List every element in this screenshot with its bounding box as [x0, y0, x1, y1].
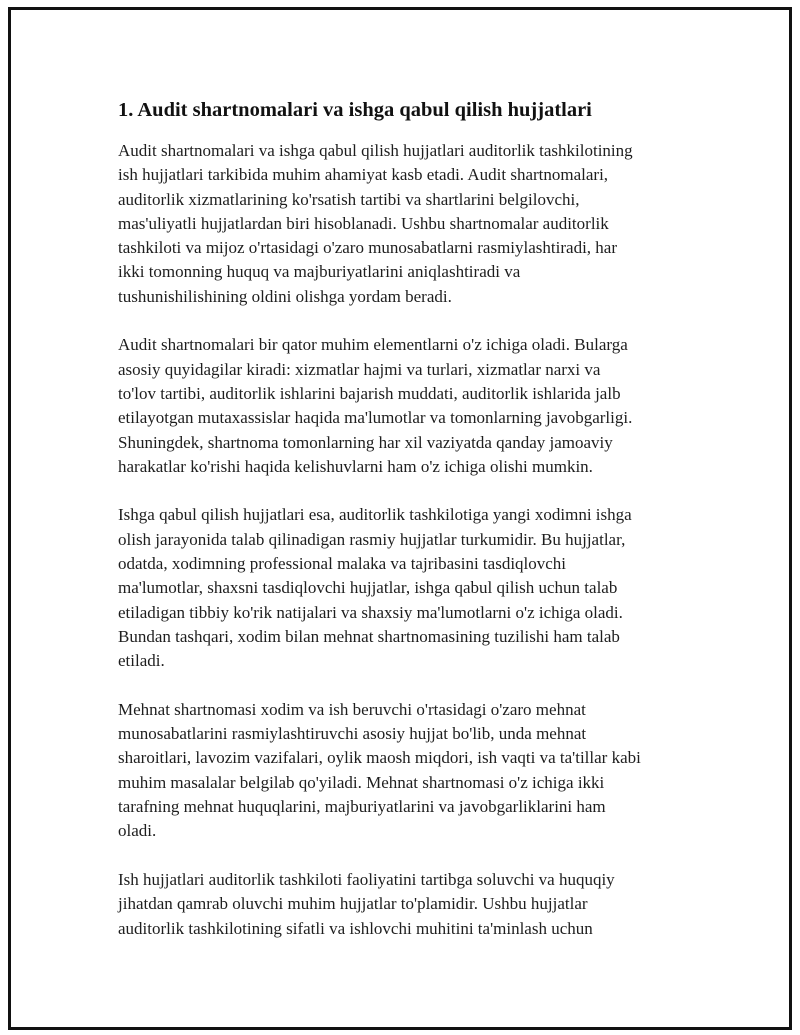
text-line: ish hujjatlari tarkibida muhim ahamiyat kasb etadi. Audit shartnomalari, — [118, 165, 609, 185]
text-line: Bundan tashqari, xodim bilan mehnat shartnomasining tuzilishi ham talab — [118, 626, 620, 646]
text-line: asosiy quyidagilar kiradi: xizmatlar hajmi va turlari, xizmatlar narxi va — [118, 359, 601, 379]
paragraph-1 — [118, 139, 698, 309]
section-heading: 1. Audit shartnomalari va ishga qabul qilish hujjatlari — [118, 99, 592, 121]
text-line: sharoitlari, lavozim vazifalari, oylik maosh miqdori, ish vaqti va ta'tillar kabi — [118, 748, 641, 768]
text-line: ma'lumotlar, shaxsni tasdiqlovchi hujjatlar, ishga qabul qilish uchun talab — [118, 578, 618, 598]
text-line: auditorlik xizmatlarining ko'rsatish tartibi va shartlarini belgilovchi, — [118, 189, 580, 209]
paragraph-3 — [118, 503, 698, 673]
text-line: jihatdan qamrab oluvchi muhim hujjatlar to'plamidir. Ushbu hujjatlar — [118, 894, 588, 914]
paragraph-5 — [118, 868, 698, 941]
text-line: tashkiloti va mijoz o'rtasidagi o'zaro munosabatlarni rasmiylashtiradi, har — [118, 238, 617, 258]
text-line: olish jarayonida talab qilinadigan rasmiy hujjatlar turkumidir. Bu hujjatlar, — [118, 529, 626, 549]
page-frame — [8, 7, 792, 1030]
text-line: to'lov tartibi, auditorlik ishlarini bajarish muddati, auditorlik ishlarida jalb — [118, 383, 621, 403]
text-line: etiladi. — [118, 651, 165, 671]
text-line: munosabatlarini rasmiylashtiruvchi asosiy hujjat bo'lib, unda mehnat — [118, 724, 587, 744]
text-line: tushunishilishining oldini olishga yordam beradi. — [118, 286, 452, 306]
text-line: Ishga qabul qilish hujjatlari esa, auditorlik tashkilotiga yangi xodimni ishga — [118, 505, 632, 525]
text-line: Shuningdek, shartnoma tomonlarning har xil vaziyatda qanday jamoaviy — [118, 432, 613, 452]
document-body — [118, 96, 698, 965]
text-line: Audit shartnomalari bir qator muhim elementlarni o'z ichiga oladi. Bularga — [118, 335, 628, 355]
text-line: oladi. — [118, 821, 157, 841]
text-line: Mehnat shartnomasi xodim va ish beruvchi o'rtasidagi o'zaro mehnat — [118, 699, 586, 719]
paragraph-4 — [118, 698, 698, 844]
text-line: mas'uliyatli hujjatlardan biri hisoblanadi. Ushbu shartnomalar auditorlik — [118, 213, 609, 233]
text-line: auditorlik tashkilotining sifatli va ishlovchi muhitini ta'minlash uchun — [118, 918, 593, 938]
text-line: Ish hujjatlari auditorlik tashkiloti faoliyatini tartibga soluvchi va huquqiy — [118, 869, 615, 889]
text-line: harakatlar ko'rishi haqida kelishuvlarni ham o'z ichiga olishi mumkin. — [118, 456, 593, 476]
paragraph-2 — [118, 333, 698, 479]
text-line: etilayotgan mutaxassislar haqida ma'lumotlar va tomonlarning javobgarligi. — [118, 408, 633, 428]
text-line: etiladigan tibbiy ko'rik natijalari va shaxsiy ma'lumotlarni o'z ichiga oladi. — [118, 602, 623, 622]
text-line: muhim masalalar belgilab qo'yiladi. Mehnat shartnomasi o'z ichiga ikki — [118, 772, 605, 792]
text-line: Audit shartnomalari va ishga qabul qilish hujjatlari auditorlik tashkilotining — [118, 141, 633, 160]
text-line: odatda, xodimning professional malaka va tajribasini tasdiqlovchi — [118, 554, 567, 574]
text-line: ikki tomonning huquq va majburiyatlarini aniqlashtiradi va — [118, 262, 521, 282]
text-line: tarafning mehnat huquqlarini, majburiyatlarini va javobgarliklarini ham — [118, 797, 606, 817]
